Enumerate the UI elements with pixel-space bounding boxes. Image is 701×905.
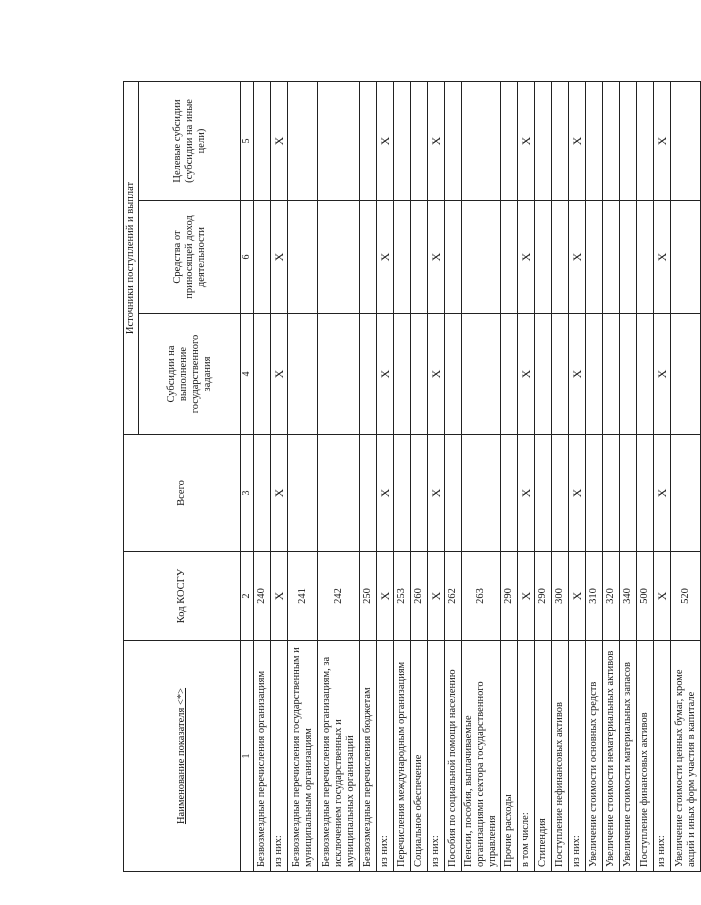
row-subsidy-task <box>411 314 428 435</box>
col-number: 3 <box>241 435 254 552</box>
table-row <box>271 81 288 871</box>
row-target <box>462 81 501 200</box>
row-name: Безвозмездные перечисления бюджетам <box>360 641 377 872</box>
row-subsidy-task <box>671 314 701 435</box>
row-income <box>411 201 428 314</box>
row-income: X <box>654 201 671 314</box>
table-row <box>569 81 586 871</box>
row-code: 310 <box>586 552 603 641</box>
row-subsidy-task <box>501 314 518 435</box>
row-target <box>620 81 637 200</box>
row-total: X <box>569 435 586 552</box>
row-total <box>586 435 603 552</box>
row-target: X <box>377 81 394 200</box>
row-income <box>318 201 360 314</box>
row-income <box>620 201 637 314</box>
row-name: Пенсии, пособия, выплачиваемые организациями сектора государственного управления <box>462 641 501 872</box>
row-total <box>360 435 377 552</box>
row-total <box>254 435 271 552</box>
row-total <box>411 435 428 552</box>
row-subsidy-task <box>360 314 377 435</box>
col-number: 1 <box>241 641 254 872</box>
row-name: Безвозмездные перечисления государственным и муниципальным организациям <box>288 641 318 872</box>
row-name: Увеличение стоимости материальных запасов <box>620 641 637 872</box>
row-code: X <box>377 552 394 641</box>
row-target <box>445 81 462 200</box>
row-subsidy-task <box>318 314 360 435</box>
row-name: Перечисления международным организациям <box>394 641 411 872</box>
header-subsidy-task: Субсидии на выполнение государственного задания <box>139 314 241 435</box>
row-name: Увеличение стоимости нематериальных активов <box>603 641 620 872</box>
row-subsidy-task: X <box>654 314 671 435</box>
table-row <box>654 81 671 871</box>
row-target <box>318 81 360 200</box>
row-subsidy-task: X <box>569 314 586 435</box>
row-name: Прочие расходы <box>501 641 518 872</box>
row-total <box>462 435 501 552</box>
row-subsidy-task <box>254 314 271 435</box>
row-code: 242 <box>318 552 360 641</box>
row-name: Поступление нефинансовых активов <box>552 641 569 872</box>
row-total <box>288 435 318 552</box>
row-income <box>360 201 377 314</box>
row-income <box>603 201 620 314</box>
row-name: Стипендия <box>535 641 552 872</box>
row-target: X <box>428 81 445 200</box>
row-name: из них: <box>569 641 586 872</box>
row-total <box>671 435 701 552</box>
row-income <box>637 201 654 314</box>
row-total: X <box>654 435 671 552</box>
row-code: X <box>271 552 288 641</box>
table-row <box>411 81 428 871</box>
row-subsidy-task <box>535 314 552 435</box>
row-code: 340 <box>620 552 637 641</box>
row-total <box>394 435 411 552</box>
row-income: X <box>377 201 394 314</box>
row-income <box>394 201 411 314</box>
row-income: X <box>569 201 586 314</box>
row-code: 263 <box>462 552 501 641</box>
row-target <box>552 81 569 200</box>
col-number: 2 <box>241 552 254 641</box>
table-row <box>318 81 360 871</box>
row-code: 262 <box>445 552 462 641</box>
row-income: X <box>518 201 535 314</box>
row-subsidy-task <box>462 314 501 435</box>
row-code: 260 <box>411 552 428 641</box>
row-target <box>411 81 428 200</box>
rotated-table-wrapper <box>123 82 697 872</box>
row-income <box>462 201 501 314</box>
table-row <box>671 81 701 871</box>
header-name: Наименование показателя <*> <box>124 641 241 872</box>
row-subsidy-task <box>552 314 569 435</box>
row-name: Социальное обеспечение <box>411 641 428 872</box>
row-total: X <box>518 435 535 552</box>
row-income: X <box>271 201 288 314</box>
table-row <box>428 81 445 871</box>
row-income <box>445 201 462 314</box>
table-row <box>535 81 552 871</box>
row-total <box>535 435 552 552</box>
row-target <box>535 81 552 200</box>
row-subsidy-task <box>603 314 620 435</box>
row-target <box>501 81 518 200</box>
table-row <box>360 81 377 871</box>
row-subsidy-task: X <box>518 314 535 435</box>
row-total <box>318 435 360 552</box>
table-row <box>603 81 620 871</box>
row-income <box>288 201 318 314</box>
row-code: 500 <box>637 552 654 641</box>
row-total: X <box>377 435 394 552</box>
header-sources: Источники поступлений и выплат <box>124 81 139 434</box>
row-name: в том числе: <box>518 641 535 872</box>
row-name: из них: <box>377 641 394 872</box>
col-number: 4 <box>241 314 254 435</box>
row-income <box>586 201 603 314</box>
row-code: 300 <box>552 552 569 641</box>
col-number: 5 <box>241 81 254 200</box>
header-code: Код КОСГУ <box>124 552 241 641</box>
row-income <box>501 201 518 314</box>
row-name: Увеличение стоимости ценных бумаг, кроме акций и иных форм участия в капитале <box>671 641 701 872</box>
row-code: 253 <box>394 552 411 641</box>
header-income: Средства от приносящей доход деятельности <box>139 201 241 314</box>
table-row <box>518 81 535 871</box>
row-subsidy-task <box>586 314 603 435</box>
row-code: X <box>518 552 535 641</box>
row-total <box>501 435 518 552</box>
row-target <box>586 81 603 200</box>
row-code: 290 <box>501 552 518 641</box>
row-target <box>360 81 377 200</box>
row-code: 320 <box>603 552 620 641</box>
table-row <box>254 81 271 871</box>
row-code: X <box>428 552 445 641</box>
row-subsidy-task <box>620 314 637 435</box>
row-target: X <box>518 81 535 200</box>
header-total: Всего <box>124 435 241 552</box>
table-row <box>288 81 318 871</box>
row-code: 250 <box>360 552 377 641</box>
row-code: 241 <box>288 552 318 641</box>
row-subsidy-task: X <box>428 314 445 435</box>
row-total <box>620 435 637 552</box>
row-name: Увеличение стоимости основных средств <box>586 641 603 872</box>
row-name: из них: <box>428 641 445 872</box>
row-code: 520 <box>671 552 701 641</box>
table-body <box>254 81 701 871</box>
row-income <box>671 201 701 314</box>
row-name: Пособия по социальной помощи населению <box>445 641 462 872</box>
table-row <box>586 81 603 871</box>
table-row <box>501 81 518 871</box>
row-income <box>535 201 552 314</box>
table-row <box>462 81 501 871</box>
row-code: X <box>654 552 671 641</box>
row-target <box>637 81 654 200</box>
table-row <box>552 81 569 871</box>
row-name: Безвозмездные перечисления организациям, за исключением государственных и муниципальных организаций <box>318 641 360 872</box>
row-target: X <box>654 81 671 200</box>
row-target: X <box>569 81 586 200</box>
row-total <box>552 435 569 552</box>
row-target <box>394 81 411 200</box>
row-target <box>671 81 701 200</box>
table-row <box>394 81 411 871</box>
row-code: X <box>569 552 586 641</box>
row-total: X <box>271 435 288 552</box>
row-target <box>288 81 318 200</box>
row-subsidy-task <box>445 314 462 435</box>
row-total <box>637 435 654 552</box>
table-row <box>620 81 637 871</box>
row-target <box>254 81 271 200</box>
col-number: 6 <box>241 201 254 314</box>
row-target: X <box>271 81 288 200</box>
row-code: 240 <box>254 552 271 641</box>
row-name: из них: <box>271 641 288 872</box>
header-target: Целевые субсидии (субсидии на иные цели) <box>139 81 241 200</box>
table-row <box>377 81 394 871</box>
budget-table <box>123 81 701 872</box>
row-total <box>445 435 462 552</box>
row-total <box>603 435 620 552</box>
table-row <box>445 81 462 871</box>
row-subsidy-task <box>288 314 318 435</box>
row-income <box>254 201 271 314</box>
row-subsidy-task: X <box>271 314 288 435</box>
row-name: Безвозмездные перечисления организациям <box>254 641 271 872</box>
row-subsidy-task <box>394 314 411 435</box>
row-target <box>603 81 620 200</box>
row-name: из них: <box>654 641 671 872</box>
row-subsidy-task <box>637 314 654 435</box>
table-row <box>637 81 654 871</box>
row-code: 290 <box>535 552 552 641</box>
row-subsidy-task: X <box>377 314 394 435</box>
row-income: X <box>428 201 445 314</box>
row-name: Поступление финансовых активов <box>637 641 654 872</box>
row-total: X <box>428 435 445 552</box>
row-income <box>552 201 569 314</box>
